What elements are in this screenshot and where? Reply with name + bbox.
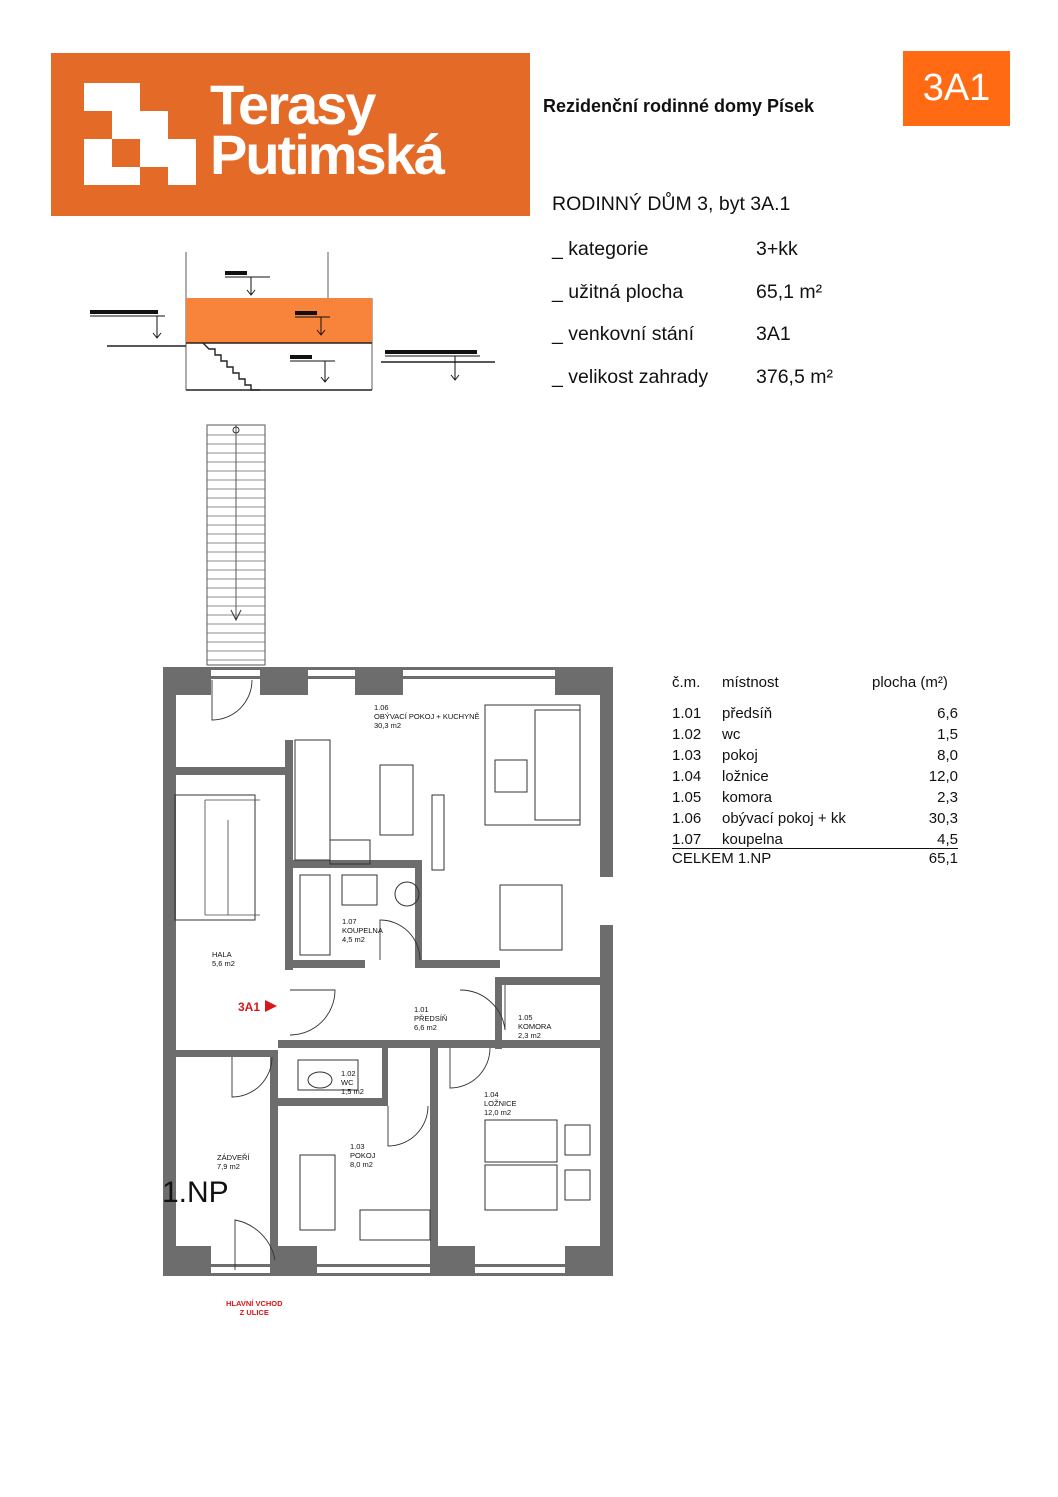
exterior-walls <box>163 667 613 1276</box>
info-label-category: _ kategorie <box>552 238 649 260</box>
legend-header-num: č.m. <box>672 674 701 691</box>
room-label-1-03: 1.03 POKOJ 8,0 m2 <box>350 1142 376 1169</box>
room-label-zadveri: ZÁDVEŘÍ 7,9 m2 <box>217 1153 250 1171</box>
legend-cell-area: 6,6 <box>937 705 958 722</box>
legend-cell-num: 1.04 <box>672 768 702 785</box>
legend-cell-num: 1.03 <box>672 747 702 764</box>
legend-cell-num: 1.07 <box>672 831 702 848</box>
room-label-hala: HALA 5,6 m2 <box>212 950 235 968</box>
room-label-1-01: 1.01 PŘEDSÍŇ 6,6 m2 <box>414 1005 448 1032</box>
page-subtitle: Rezidenční rodinné domy Písek <box>543 96 815 116</box>
legend-divider <box>672 848 958 849</box>
legend-cell-area: 8,0 <box>937 747 958 764</box>
unit-marker: 3A1 <box>238 1000 261 1014</box>
legend-cell-room: předsíň <box>722 705 773 722</box>
legend-cell-num: 1.05 <box>672 789 702 806</box>
room-label-1-02: 1.02 WC 1,5 m2 <box>341 1069 364 1096</box>
legend-cell-num: 1.06 <box>672 810 702 827</box>
main-entry-label: HLAVNÍ VCHOD Z ULICE <box>226 1299 283 1317</box>
info-label-garden: _ velikost zahrady <box>552 366 709 388</box>
floor-label: 1.NP <box>162 1176 229 1209</box>
info-value-garden: 376,5 m² <box>756 366 833 388</box>
legend-header-room: místnost <box>722 674 779 691</box>
legend-cell-room: pokoj <box>722 747 758 764</box>
exterior-stair <box>207 425 265 665</box>
legend-total-label: CELKEM 1.NP <box>672 850 772 867</box>
unit-badge: 3A1 <box>903 51 1010 126</box>
info-label-parking: _ venkovní stání <box>552 323 695 345</box>
section-diagram <box>85 250 505 395</box>
legend-cell-room: komora <box>722 789 773 806</box>
legend-cell-area: 30,3 <box>928 810 958 827</box>
info-label-area: _ užitná plocha <box>552 281 684 303</box>
logo-line2: Putimská <box>210 123 443 186</box>
unit-entry-arrow <box>265 1000 277 1012</box>
info-value-area: 65,1 m² <box>756 281 823 303</box>
logo-text <box>210 73 443 186</box>
room-label-1-07: 1.07 KOUPELNA 4,5 m2 <box>342 917 383 944</box>
legend-cell-room: obývací pokoj + kk <box>722 810 846 827</box>
legend-cell-room: wc <box>722 726 741 743</box>
legend-header-area: plocha (m²) <box>872 674 948 691</box>
info-value-parking: 3A1 <box>756 323 791 345</box>
info-value-category: 3+kk <box>756 238 798 260</box>
legend-cell-area: 12,0 <box>928 768 958 785</box>
logo-line1: Terasy <box>210 73 375 136</box>
room-label-1-05: 1.05 KOMORA 2,3 m2 <box>518 1013 552 1040</box>
legend-total-area: 65,1 <box>928 850 958 867</box>
unit-floor-highlight <box>186 298 372 343</box>
legend-cell-area: 1,5 <box>937 726 958 743</box>
legend-cell-num: 1.02 <box>672 726 702 743</box>
room-label-1-06: 1.06 OBÝVACÍ POKOJ + KUCHYNĚ 30,3 m2 <box>374 703 480 730</box>
floor-plan <box>160 420 620 1280</box>
legend-cell-room: koupelna <box>722 831 783 848</box>
legend-cell-room: ložnice <box>722 768 769 785</box>
legend-cell-area: 2,3 <box>937 789 958 806</box>
legend-cell-area: 4,5 <box>937 831 958 848</box>
info-title: RODINNÝ DŮM 3, byt 3A.1 <box>552 193 791 215</box>
legend-cell-num: 1.01 <box>672 705 702 722</box>
room-label-1-04: 1.04 LOŽNICE 12,0 m2 <box>484 1090 517 1117</box>
